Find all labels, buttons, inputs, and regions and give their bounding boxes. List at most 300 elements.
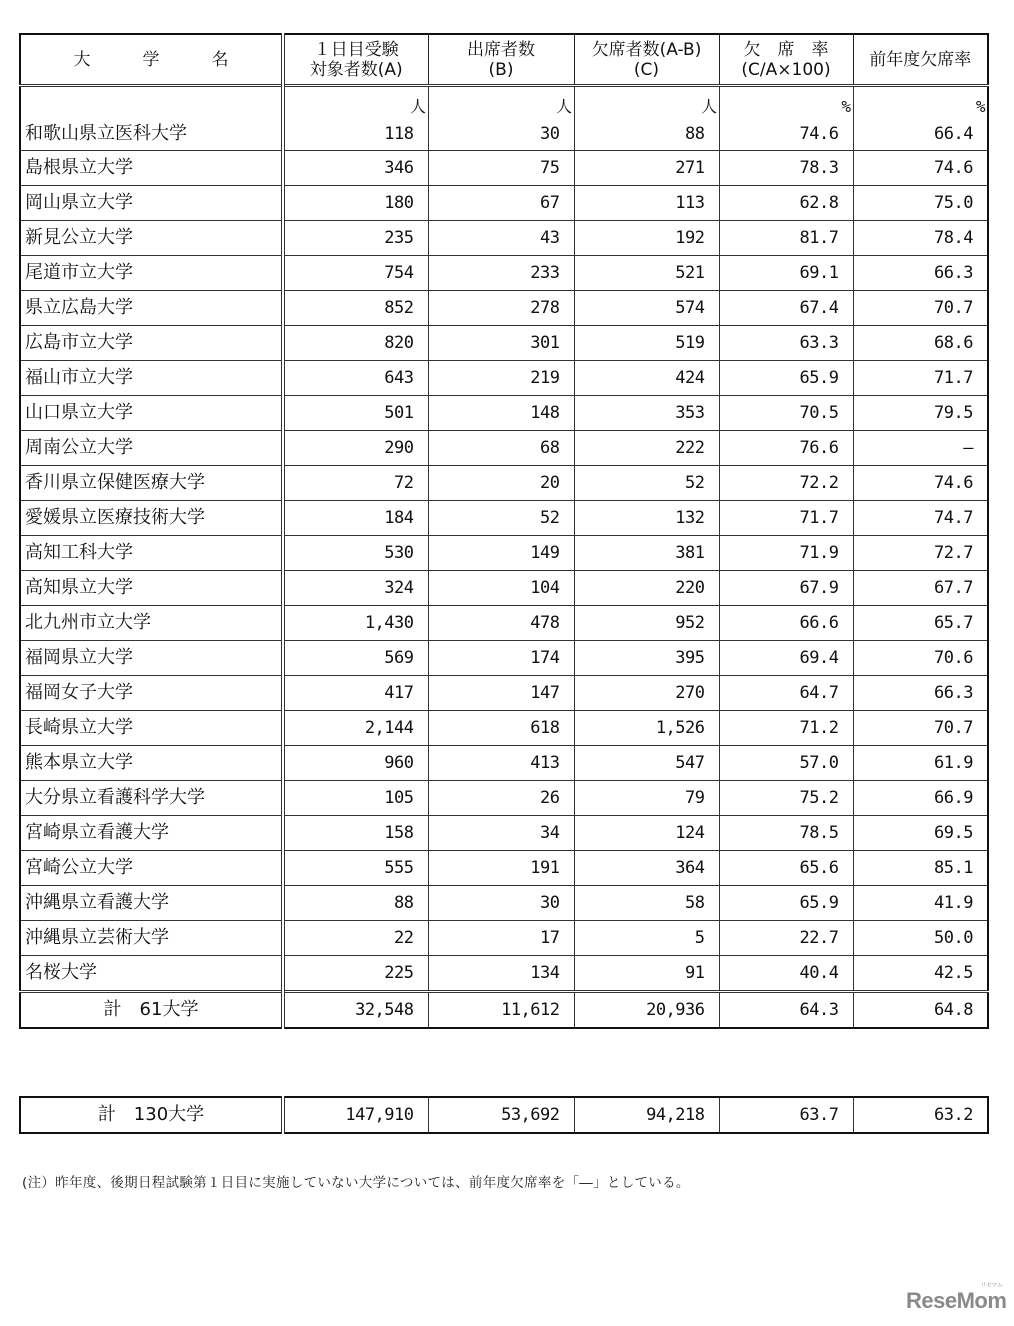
cell-value: 5 <box>694 928 705 948</box>
cell-exam-targets <box>283 676 428 711</box>
university-name: 大分県立看護科学大学 <box>20 781 283 816</box>
cell-value: 118 <box>384 124 414 144</box>
cell-attendees <box>428 396 574 431</box>
grand-total-attendees: 53,692 <box>428 1097 574 1133</box>
cell-value: 270 <box>675 683 705 703</box>
table-row <box>20 501 988 536</box>
header-line: (C) <box>633 59 660 80</box>
cell-value: 52 <box>540 508 560 528</box>
cell-value: 424 <box>675 368 705 388</box>
cell-value: 70.6 <box>934 648 973 668</box>
cell-value: 50.0 <box>934 928 973 948</box>
cell-exam-targets <box>283 781 428 816</box>
cell-value: 278 <box>530 298 560 318</box>
cell-value: 91 <box>685 963 705 983</box>
cell-value: 71.9 <box>799 543 839 563</box>
cell-absence-rate <box>719 816 853 851</box>
university-name: 香川県立保健医療大学 <box>20 466 283 501</box>
subtotal-label: 計 61大学 <box>20 992 283 1029</box>
cell-absentees <box>574 326 719 361</box>
cell-value: 22 <box>394 928 414 948</box>
cell-value: 530 <box>384 543 414 563</box>
table-row <box>20 256 988 291</box>
university-name: 高知県立大学 <box>20 571 283 606</box>
university-name: 沖縄県立看護大学 <box>20 886 283 921</box>
cell-prev-absence-rate <box>853 781 988 816</box>
cell-value: 124 <box>675 823 705 843</box>
cell-prev-absence-rate <box>853 571 988 606</box>
cell-attendees <box>428 536 574 571</box>
cell-value: 67.9 <box>799 578 839 598</box>
cell-value: 70.7 <box>934 718 973 738</box>
university-name: 福岡県立大学 <box>20 641 283 676</box>
cell-value: 74.6 <box>799 124 839 144</box>
cell-value: 42.5 <box>934 963 973 983</box>
cell-absence-rate <box>719 921 853 956</box>
header-name-char: 学 <box>142 49 160 70</box>
cell-exam-targets <box>283 396 428 431</box>
header-line: (C/A×100) <box>741 59 831 80</box>
cell-exam-targets <box>283 361 428 396</box>
cell-value: 820 <box>384 333 414 353</box>
cell-value: 2,144 <box>364 718 414 738</box>
cell-absence-rate <box>719 86 853 151</box>
cell-exam-targets <box>283 571 428 606</box>
table-row <box>20 86 988 151</box>
cell-exam-targets <box>283 816 428 851</box>
cell-absence-rate <box>719 256 853 291</box>
table-row <box>20 431 988 466</box>
cell-value: 174 <box>530 648 560 668</box>
university-name: 周南公立大学 <box>20 431 283 466</box>
unit-label: 人 <box>555 97 572 116</box>
cell-value: 364 <box>675 858 705 878</box>
cell-attendees <box>428 956 574 992</box>
cell-value: 346 <box>384 158 414 178</box>
cell-value: 78.4 <box>934 228 973 248</box>
cell-attendees <box>428 186 574 221</box>
cell-value: 235 <box>384 228 414 248</box>
cell-attendees <box>428 921 574 956</box>
university-name: 尾道市立大学 <box>20 256 283 291</box>
cell-value: 132 <box>675 508 705 528</box>
subtotal-prev-absence-rate: 64.8 <box>853 992 988 1029</box>
cell-value: 134 <box>530 963 560 983</box>
cell-value: 68 <box>540 438 560 458</box>
unit-label: 人 <box>700 97 717 116</box>
header-attendees <box>428 34 574 86</box>
university-name: 北九州市立大学 <box>20 606 283 641</box>
header-absence-rate <box>719 34 853 86</box>
cell-value: 66.4 <box>934 124 973 144</box>
cell-value: 148 <box>530 403 560 423</box>
grand-total-prev-absence-rate: 63.2 <box>853 1097 988 1133</box>
cell-value: 219 <box>530 368 560 388</box>
table-row <box>20 396 988 431</box>
cell-exam-targets <box>283 501 428 536</box>
cell-absence-rate <box>719 396 853 431</box>
cell-value: 67 <box>540 193 560 213</box>
table-row <box>20 816 988 851</box>
cell-absentees <box>574 781 719 816</box>
cell-attendees <box>428 256 574 291</box>
cell-attendees <box>428 571 574 606</box>
cell-attendees <box>428 361 574 396</box>
cell-value: 1,526 <box>655 718 705 738</box>
cell-value: 147 <box>530 683 560 703</box>
cell-value: 220 <box>675 578 705 598</box>
cell-prev-absence-rate <box>853 186 988 221</box>
cell-absence-rate <box>719 291 853 326</box>
cell-value: 184 <box>384 508 414 528</box>
grand-total-absence-rate: 63.7 <box>719 1097 853 1133</box>
cell-value: 57.0 <box>799 753 839 773</box>
cell-value: 62.8 <box>799 193 839 213</box>
cell-absentees <box>574 396 719 431</box>
cell-value: 22.7 <box>799 928 839 948</box>
cell-value: 74.6 <box>934 158 973 178</box>
header-name-char: 大 <box>73 49 91 70</box>
cell-prev-absence-rate <box>853 886 988 921</box>
cell-exam-targets <box>283 291 428 326</box>
cell-value: 191 <box>530 858 560 878</box>
cell-value: 71.7 <box>934 368 973 388</box>
university-name: 島根県立大学 <box>20 151 283 186</box>
cell-value: 413 <box>530 753 560 773</box>
cell-value: 69.4 <box>799 648 839 668</box>
cell-absence-rate <box>719 186 853 221</box>
cell-value: 180 <box>384 193 414 213</box>
subtotal-row <box>20 992 988 1029</box>
cell-exam-targets <box>283 746 428 781</box>
header-line: 出席者数 <box>467 39 535 60</box>
cell-value: 72.2 <box>799 473 839 493</box>
cell-value: 65.6 <box>799 858 839 878</box>
cell-value: 618 <box>530 718 560 738</box>
cell-exam-targets <box>283 606 428 641</box>
cell-exam-targets <box>283 641 428 676</box>
table-row <box>20 676 988 711</box>
table-row <box>20 536 988 571</box>
grand-total-table <box>19 1096 989 1134</box>
cell-value: 78.5 <box>799 823 839 843</box>
cell-absentees <box>574 711 719 746</box>
cell-prev-absence-rate <box>853 151 988 186</box>
cell-value: 852 <box>384 298 414 318</box>
university-name: 沖縄県立芸術大学 <box>20 921 283 956</box>
table-row <box>20 606 988 641</box>
cell-exam-targets <box>283 186 428 221</box>
cell-exam-targets <box>283 431 428 466</box>
cell-value: 20 <box>540 473 560 493</box>
cell-value: 34 <box>540 823 560 843</box>
university-name: 県立広島大学 <box>20 291 283 326</box>
cell-value: 67.7 <box>934 578 973 598</box>
cell-attendees <box>428 466 574 501</box>
grand-total-absentees: 94,218 <box>574 1097 719 1133</box>
university-name: 和歌山県立医科大学 <box>20 86 283 151</box>
grand-total-row <box>20 1097 988 1133</box>
table-row <box>20 781 988 816</box>
cell-value: 88 <box>394 893 414 913</box>
cell-prev-absence-rate <box>853 676 988 711</box>
cell-value: 70.5 <box>799 403 839 423</box>
cell-value: 71.7 <box>799 508 839 528</box>
unit-label: 人 <box>409 97 426 116</box>
table-row <box>20 326 988 361</box>
cell-exam-targets <box>283 536 428 571</box>
cell-absence-rate <box>719 956 853 992</box>
cell-exam-targets <box>283 956 428 992</box>
cell-absence-rate <box>719 221 853 256</box>
cell-value: 76.6 <box>799 438 839 458</box>
cell-value: 301 <box>530 333 560 353</box>
university-name: 新見公立大学 <box>20 221 283 256</box>
cell-prev-absence-rate <box>853 256 988 291</box>
cell-attendees <box>428 641 574 676</box>
university-name: 名桜大学 <box>20 956 283 992</box>
cell-exam-targets <box>283 711 428 746</box>
table-row <box>20 221 988 256</box>
cell-attendees <box>428 711 574 746</box>
cell-value: 574 <box>675 298 705 318</box>
cell-value: 74.7 <box>934 508 973 528</box>
header-exam-targets <box>283 34 428 86</box>
header-row <box>20 34 988 86</box>
cell-value: 30 <box>540 124 560 144</box>
university-name: 宮崎県立看護大学 <box>20 816 283 851</box>
university-name: 福岡女子大学 <box>20 676 283 711</box>
grand-total-exam-targets: 147,910 <box>283 1097 428 1133</box>
university-name: 山口県立大学 <box>20 396 283 431</box>
cell-value: 72.7 <box>934 543 973 563</box>
header-line: 前年度欠席率 <box>869 49 972 70</box>
cell-value: 52 <box>685 473 705 493</box>
cell-prev-absence-rate <box>853 816 988 851</box>
cell-value: 78.3 <box>799 158 839 178</box>
cell-value: 68.6 <box>934 333 973 353</box>
cell-value: 192 <box>675 228 705 248</box>
cell-value: 643 <box>384 368 414 388</box>
cell-value: 69.5 <box>934 823 973 843</box>
unit-label: % <box>975 97 985 116</box>
university-name: 岡山県立大学 <box>20 186 283 221</box>
table-row <box>20 956 988 992</box>
cell-exam-targets <box>283 326 428 361</box>
cell-value: 75.0 <box>934 193 973 213</box>
cell-value: 17 <box>540 928 560 948</box>
subtotal-attendees: 11,612 <box>428 992 574 1029</box>
cell-value: 79 <box>685 788 705 808</box>
cell-value: 66.9 <box>934 788 973 808</box>
cell-value: 74.6 <box>934 473 973 493</box>
cell-value: 72 <box>394 473 414 493</box>
cell-value: 521 <box>675 263 705 283</box>
cell-value: 26 <box>540 788 560 808</box>
cell-absence-rate <box>719 501 853 536</box>
cell-value: 113 <box>675 193 705 213</box>
cell-absentees <box>574 291 719 326</box>
cell-value: 63.3 <box>799 333 839 353</box>
cell-absence-rate <box>719 851 853 886</box>
cell-prev-absence-rate <box>853 396 988 431</box>
cell-value: 222 <box>675 438 705 458</box>
cell-prev-absence-rate <box>853 221 988 256</box>
cell-value: 41.9 <box>934 893 973 913</box>
cell-value: 43 <box>540 228 560 248</box>
grand-total-label: 計 130大学 <box>20 1097 283 1133</box>
cell-value: 58 <box>685 893 705 913</box>
header-line: 欠席者数(A-B) <box>591 39 702 60</box>
cell-absence-rate <box>719 711 853 746</box>
cell-attendees <box>428 221 574 256</box>
university-name: 広島市立大学 <box>20 326 283 361</box>
cell-absence-rate <box>719 886 853 921</box>
table-row <box>20 711 988 746</box>
cell-value: 30 <box>540 893 560 913</box>
cell-value: 65.9 <box>799 368 839 388</box>
cell-value: 1,430 <box>364 613 414 633</box>
cell-attendees <box>428 886 574 921</box>
cell-absence-rate <box>719 746 853 781</box>
cell-absence-rate <box>719 326 853 361</box>
cell-value: 79.5 <box>934 403 973 423</box>
cell-value: 158 <box>384 823 414 843</box>
cell-absentees <box>574 746 719 781</box>
cell-absentees <box>574 606 719 641</box>
cell-value: 61.9 <box>934 753 973 773</box>
cell-exam-targets <box>283 921 428 956</box>
cell-prev-absence-rate <box>853 326 988 361</box>
cell-value: 225 <box>384 963 414 983</box>
subtotal-absence-rate: 64.3 <box>719 992 853 1029</box>
cell-value: 67.4 <box>799 298 839 318</box>
table-row <box>20 361 988 396</box>
cell-value: 555 <box>384 858 414 878</box>
cell-value: 69.1 <box>799 263 839 283</box>
cell-value: 70.7 <box>934 298 973 318</box>
cell-value: 569 <box>384 648 414 668</box>
table-row <box>20 571 988 606</box>
cell-attendees <box>428 431 574 466</box>
cell-absence-rate <box>719 466 853 501</box>
cell-value: 290 <box>384 438 414 458</box>
cell-prev-absence-rate <box>853 851 988 886</box>
cell-attendees <box>428 326 574 361</box>
cell-value: 65.7 <box>934 613 973 633</box>
cell-exam-targets <box>283 851 428 886</box>
header-line: (B) <box>488 59 514 80</box>
cell-value: 40.4 <box>799 963 839 983</box>
cell-prev-absence-rate <box>853 86 988 151</box>
university-name: 愛媛県立医療技術大学 <box>20 501 283 536</box>
cell-absentees <box>574 536 719 571</box>
header-absentees <box>574 34 719 86</box>
cell-value: 66.3 <box>934 683 973 703</box>
cell-absentees <box>574 886 719 921</box>
cell-value: 395 <box>675 648 705 668</box>
absence-rate-table <box>19 33 989 1029</box>
table-row <box>20 186 988 221</box>
table-row <box>20 291 988 326</box>
cell-absence-rate <box>719 431 853 466</box>
university-name: 宮崎公立大学 <box>20 851 283 886</box>
cell-prev-absence-rate <box>853 501 988 536</box>
cell-value: 233 <box>530 263 560 283</box>
cell-prev-absence-rate <box>853 921 988 956</box>
header-name-char: 名 <box>211 49 229 70</box>
cell-prev-absence-rate <box>853 361 988 396</box>
cell-attendees <box>428 746 574 781</box>
subtotal-exam-targets: 32,548 <box>283 992 428 1029</box>
cell-absentees <box>574 86 719 151</box>
table-row <box>20 886 988 921</box>
logo-text: ReseMom <box>906 1288 1007 1313</box>
cell-absentees <box>574 956 719 992</box>
table-row <box>20 921 988 956</box>
cell-absentees <box>574 466 719 501</box>
cell-value: 66.6 <box>799 613 839 633</box>
cell-value: 75 <box>540 158 560 178</box>
cell-value: 519 <box>675 333 705 353</box>
cell-prev-absence-rate <box>853 956 988 992</box>
cell-value: 353 <box>675 403 705 423</box>
cell-absentees <box>574 361 719 396</box>
logo-ruby: リセマム <box>980 1283 1003 1289</box>
cell-value: — <box>963 438 973 458</box>
header-university-name <box>20 34 283 86</box>
cell-value: 547 <box>675 753 705 773</box>
cell-value: 66.3 <box>934 263 973 283</box>
cell-prev-absence-rate <box>853 606 988 641</box>
cell-value: 64.7 <box>799 683 839 703</box>
cell-prev-absence-rate <box>853 291 988 326</box>
footnote: (注）昨年度、後期日程試験第１日目に実施していない大学については、前年度欠席率を「―」としている。 <box>22 1175 690 1191</box>
cell-attendees <box>428 606 574 641</box>
cell-exam-targets <box>283 256 428 291</box>
cell-prev-absence-rate <box>853 711 988 746</box>
cell-attendees <box>428 501 574 536</box>
cell-absence-rate <box>719 606 853 641</box>
cell-absence-rate <box>719 641 853 676</box>
table-body <box>20 86 988 992</box>
cell-attendees <box>428 676 574 711</box>
header-line: １日目受験 <box>313 39 399 60</box>
cell-value: 88 <box>685 124 705 144</box>
cell-attendees <box>428 151 574 186</box>
cell-absence-rate <box>719 151 853 186</box>
cell-absentees <box>574 676 719 711</box>
cell-absentees <box>574 816 719 851</box>
cell-value: 105 <box>384 788 414 808</box>
cell-absentees <box>574 431 719 466</box>
cell-attendees <box>428 851 574 886</box>
cell-value: 85.1 <box>934 858 973 878</box>
cell-attendees <box>428 816 574 851</box>
table-row <box>20 851 988 886</box>
cell-value: 417 <box>384 683 414 703</box>
cell-value: 381 <box>675 543 705 563</box>
cell-prev-absence-rate <box>853 431 988 466</box>
table-row <box>20 746 988 781</box>
university-name: 熊本県立大学 <box>20 746 283 781</box>
cell-exam-targets <box>283 151 428 186</box>
cell-value: 271 <box>675 158 705 178</box>
cell-attendees <box>428 781 574 816</box>
cell-value: 104 <box>530 578 560 598</box>
cell-prev-absence-rate <box>853 466 988 501</box>
cell-value: 65.9 <box>799 893 839 913</box>
